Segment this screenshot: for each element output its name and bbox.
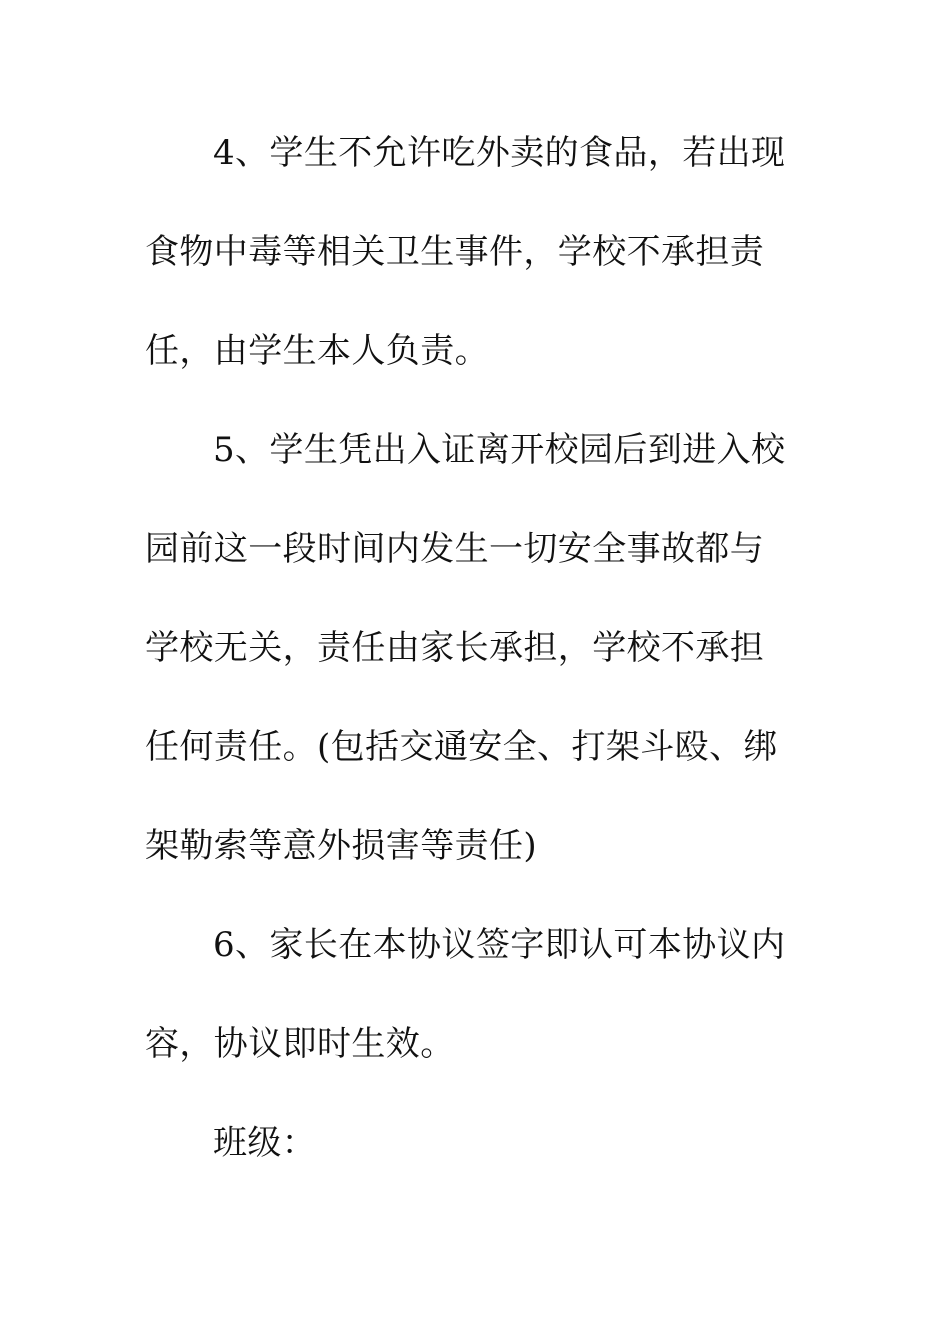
clause-6-line-2: 容，协议即时生效。	[145, 1024, 455, 1064]
clause-5-line-2: 园前这一段时间内发生一切安全事故都与	[145, 529, 765, 569]
clause-4-line-1: 4、学生不允许吃外卖的食品，若出现	[213, 133, 786, 173]
clause-5-line-1: 5、学生凭出入证离开校园后到进入校	[213, 430, 786, 470]
clause-5-line-4: 任何责任。(包括交通安全、打架斗殴、绑	[145, 727, 778, 767]
clause-5-line-3: 学校无关，责任由家长承担，学校不承担	[145, 628, 765, 668]
clause-6-line-1: 6、家长在本协议签字即认可本协议内	[213, 925, 786, 965]
clause-5-line-5: 架勒索等意外损害等责任)	[145, 826, 538, 866]
class-field-label: 班级：	[213, 1123, 317, 1163]
clause-4-line-2: 食物中毒等相关卫生事件，学校不承担责	[145, 232, 765, 272]
clause-4-line-3: 任，由学生本人负责。	[145, 331, 489, 371]
